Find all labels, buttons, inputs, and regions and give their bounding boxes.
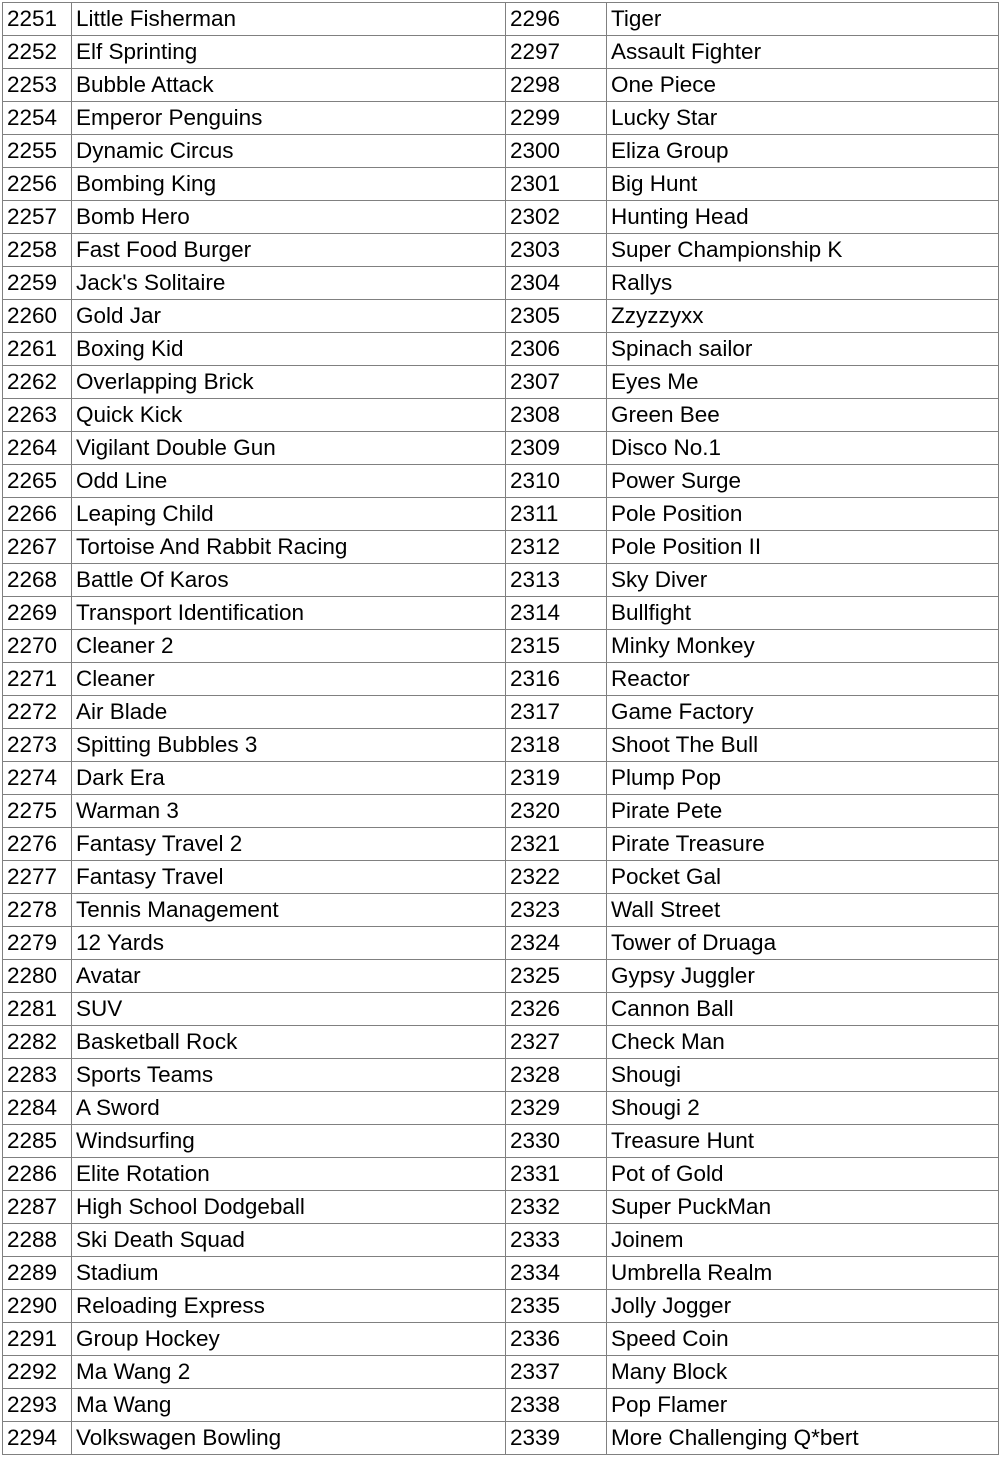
right-game-number: 2303	[506, 234, 607, 267]
left-game-name: Elf Sprinting	[72, 36, 506, 69]
left-game-name: Cleaner 2	[72, 630, 506, 663]
left-game-number: 2259	[3, 267, 72, 300]
left-game-name: SUV	[72, 993, 506, 1026]
right-game-number: 2337	[506, 1356, 607, 1389]
right-game-name: Pot of Gold	[607, 1158, 999, 1191]
table-row	[3, 102, 999, 135]
right-game-number: 2309	[506, 432, 607, 465]
left-game-number: 2283	[3, 1059, 72, 1092]
left-game-number: 2263	[3, 399, 72, 432]
game-list-table	[2, 2, 999, 1455]
left-game-name: Emperor Penguins	[72, 102, 506, 135]
table-row	[3, 234, 999, 267]
right-game-number: 2332	[506, 1191, 607, 1224]
table-row	[3, 432, 999, 465]
table-row	[3, 762, 999, 795]
left-game-number: 2262	[3, 366, 72, 399]
left-game-number: 2266	[3, 498, 72, 531]
right-game-number: 2335	[506, 1290, 607, 1323]
right-game-name: Game Factory	[607, 696, 999, 729]
left-game-name: Tortoise And Rabbit Racing	[72, 531, 506, 564]
right-game-number: 2307	[506, 366, 607, 399]
left-game-number: 2261	[3, 333, 72, 366]
table-row	[3, 861, 999, 894]
right-game-number: 2322	[506, 861, 607, 894]
table-row	[3, 465, 999, 498]
right-game-number: 2315	[506, 630, 607, 663]
left-game-number: 2294	[3, 1422, 72, 1455]
left-game-name: Vigilant Double Gun	[72, 432, 506, 465]
left-game-name: A Sword	[72, 1092, 506, 1125]
left-game-name: Ma Wang	[72, 1389, 506, 1422]
left-game-number: 2276	[3, 828, 72, 861]
table-row	[3, 333, 999, 366]
left-game-number: 2289	[3, 1257, 72, 1290]
right-game-name: Assault Fighter	[607, 36, 999, 69]
table-row	[3, 630, 999, 663]
table-row	[3, 366, 999, 399]
left-game-number: 2252	[3, 36, 72, 69]
left-game-number: 2285	[3, 1125, 72, 1158]
table-row	[3, 597, 999, 630]
right-game-number: 2311	[506, 498, 607, 531]
left-game-name: Battle Of Karos	[72, 564, 506, 597]
game-list-body	[3, 3, 999, 1455]
right-game-number: 2317	[506, 696, 607, 729]
right-game-name: Pole Position II	[607, 531, 999, 564]
table-row	[3, 135, 999, 168]
right-game-name: Pop Flamer	[607, 1389, 999, 1422]
right-game-number: 2302	[506, 201, 607, 234]
right-game-name: Green Bee	[607, 399, 999, 432]
right-game-name: Check Man	[607, 1026, 999, 1059]
right-game-number: 2308	[506, 399, 607, 432]
right-game-name: Minky Monkey	[607, 630, 999, 663]
left-game-name: Windsurfing	[72, 1125, 506, 1158]
left-game-name: High School Dodgeball	[72, 1191, 506, 1224]
right-game-name: Jolly Jogger	[607, 1290, 999, 1323]
left-game-name: Jack's Solitaire	[72, 267, 506, 300]
right-game-name: Super Championship K	[607, 234, 999, 267]
right-game-name: One Piece	[607, 69, 999, 102]
right-game-name: Tower of Druaga	[607, 927, 999, 960]
left-game-number: 2284	[3, 1092, 72, 1125]
left-game-number: 2277	[3, 861, 72, 894]
right-game-name: Plump Pop	[607, 762, 999, 795]
left-game-name: Dynamic Circus	[72, 135, 506, 168]
table-row	[3, 927, 999, 960]
table-row	[3, 1422, 999, 1455]
left-game-name: Tennis Management	[72, 894, 506, 927]
table-row	[3, 168, 999, 201]
right-game-number: 2297	[506, 36, 607, 69]
left-game-number: 2287	[3, 1191, 72, 1224]
left-game-number: 2260	[3, 300, 72, 333]
left-game-number: 2254	[3, 102, 72, 135]
right-game-number: 2321	[506, 828, 607, 861]
right-game-number: 2313	[506, 564, 607, 597]
left-game-number: 2270	[3, 630, 72, 663]
table-row	[3, 267, 999, 300]
left-game-name: Odd Line	[72, 465, 506, 498]
right-game-name: Pirate Pete	[607, 795, 999, 828]
right-game-name: Umbrella Realm	[607, 1257, 999, 1290]
left-game-number: 2274	[3, 762, 72, 795]
table-row	[3, 795, 999, 828]
left-game-name: Cleaner	[72, 663, 506, 696]
right-game-number: 2299	[506, 102, 607, 135]
table-row	[3, 663, 999, 696]
right-game-number: 2319	[506, 762, 607, 795]
left-game-name: Stadium	[72, 1257, 506, 1290]
table-row	[3, 201, 999, 234]
left-game-name: Reloading Express	[72, 1290, 506, 1323]
right-game-number: 2323	[506, 894, 607, 927]
left-game-number: 2282	[3, 1026, 72, 1059]
left-game-name: Air Blade	[72, 696, 506, 729]
right-game-name: Shougi 2	[607, 1092, 999, 1125]
right-game-name: Treasure Hunt	[607, 1125, 999, 1158]
left-game-name: Gold Jar	[72, 300, 506, 333]
left-game-number: 2292	[3, 1356, 72, 1389]
table-row	[3, 1092, 999, 1125]
left-game-name: Bomb Hero	[72, 201, 506, 234]
left-game-number: 2251	[3, 3, 72, 36]
left-game-name: Basketball Rock	[72, 1026, 506, 1059]
right-game-name: Spinach sailor	[607, 333, 999, 366]
left-game-number: 2264	[3, 432, 72, 465]
right-game-name: Lucky Star	[607, 102, 999, 135]
left-game-name: Little Fisherman	[72, 3, 506, 36]
left-game-name: Boxing Kid	[72, 333, 506, 366]
right-game-name: Cannon Ball	[607, 993, 999, 1026]
table-row	[3, 564, 999, 597]
table-row	[3, 36, 999, 69]
left-game-name: Overlapping Brick	[72, 366, 506, 399]
left-game-number: 2288	[3, 1224, 72, 1257]
table-row	[3, 531, 999, 564]
right-game-name: More Challenging Q*bert	[607, 1422, 999, 1455]
table-row	[3, 1125, 999, 1158]
left-game-number: 2255	[3, 135, 72, 168]
left-game-number: 2279	[3, 927, 72, 960]
right-game-name: Pocket Gal	[607, 861, 999, 894]
left-game-number: 2258	[3, 234, 72, 267]
left-game-name: Fantasy Travel 2	[72, 828, 506, 861]
right-game-name: Wall Street	[607, 894, 999, 927]
right-game-number: 2334	[506, 1257, 607, 1290]
left-game-name: Ski Death Squad	[72, 1224, 506, 1257]
right-game-number: 2324	[506, 927, 607, 960]
right-game-number: 2312	[506, 531, 607, 564]
table-row	[3, 1356, 999, 1389]
left-game-name: Sports Teams	[72, 1059, 506, 1092]
right-game-number: 2326	[506, 993, 607, 1026]
left-game-name: Spitting Bubbles 3	[72, 729, 506, 762]
right-game-name: Many Block	[607, 1356, 999, 1389]
right-game-name: Joinem	[607, 1224, 999, 1257]
table-row	[3, 1158, 999, 1191]
right-game-number: 2316	[506, 663, 607, 696]
table-row	[3, 1257, 999, 1290]
right-game-number: 2301	[506, 168, 607, 201]
right-game-name: Shoot The Bull	[607, 729, 999, 762]
right-game-number: 2300	[506, 135, 607, 168]
right-game-number: 2314	[506, 597, 607, 630]
left-game-name: Transport Identification	[72, 597, 506, 630]
right-game-number: 2327	[506, 1026, 607, 1059]
table-row	[3, 498, 999, 531]
left-game-name: Bubble Attack	[72, 69, 506, 102]
right-game-name: Tiger	[607, 3, 999, 36]
right-game-name: Eyes Me	[607, 366, 999, 399]
table-row	[3, 1191, 999, 1224]
left-game-number: 2269	[3, 597, 72, 630]
right-game-name: Pirate Treasure	[607, 828, 999, 861]
right-game-number: 2331	[506, 1158, 607, 1191]
left-game-number: 2267	[3, 531, 72, 564]
left-game-name: Leaping Child	[72, 498, 506, 531]
left-game-number: 2256	[3, 168, 72, 201]
right-game-name: Power Surge	[607, 465, 999, 498]
right-game-name: Shougi	[607, 1059, 999, 1092]
left-game-name: Quick Kick	[72, 399, 506, 432]
table-row	[3, 1224, 999, 1257]
left-game-name: Elite Rotation	[72, 1158, 506, 1191]
table-row	[3, 69, 999, 102]
table-row	[3, 1059, 999, 1092]
left-game-number: 2293	[3, 1389, 72, 1422]
right-game-number: 2318	[506, 729, 607, 762]
right-game-number: 2306	[506, 333, 607, 366]
right-game-name: Reactor	[607, 663, 999, 696]
table-row	[3, 1290, 999, 1323]
right-game-number: 2339	[506, 1422, 607, 1455]
table-row	[3, 1026, 999, 1059]
left-game-name: Group Hockey	[72, 1323, 506, 1356]
left-game-name: 12 Yards	[72, 927, 506, 960]
right-game-name: Sky Diver	[607, 564, 999, 597]
right-game-name: Disco No.1	[607, 432, 999, 465]
right-game-name: Zzyzzyxx	[607, 300, 999, 333]
right-game-number: 2336	[506, 1323, 607, 1356]
table-row	[3, 993, 999, 1026]
right-game-number: 2325	[506, 960, 607, 993]
left-game-number: 2291	[3, 1323, 72, 1356]
table-row	[3, 3, 999, 36]
right-game-number: 2328	[506, 1059, 607, 1092]
table-row	[3, 729, 999, 762]
right-game-number: 2310	[506, 465, 607, 498]
left-game-number: 2265	[3, 465, 72, 498]
right-game-name: Bullfight	[607, 597, 999, 630]
right-game-number: 2333	[506, 1224, 607, 1257]
table-row	[3, 828, 999, 861]
right-game-name: Super PuckMan	[607, 1191, 999, 1224]
left-game-name: Avatar	[72, 960, 506, 993]
table-row	[3, 300, 999, 333]
left-game-number: 2253	[3, 69, 72, 102]
left-game-name: Ma Wang 2	[72, 1356, 506, 1389]
left-game-name: Fast Food Burger	[72, 234, 506, 267]
right-game-number: 2298	[506, 69, 607, 102]
right-game-number: 2330	[506, 1125, 607, 1158]
left-game-number: 2275	[3, 795, 72, 828]
left-game-name: Volkswagen Bowling	[72, 1422, 506, 1455]
right-game-name: Hunting Head	[607, 201, 999, 234]
left-game-number: 2273	[3, 729, 72, 762]
left-game-number: 2271	[3, 663, 72, 696]
left-game-number: 2257	[3, 201, 72, 234]
right-game-number: 2329	[506, 1092, 607, 1125]
left-game-number: 2278	[3, 894, 72, 927]
left-game-name: Dark Era	[72, 762, 506, 795]
left-game-number: 2281	[3, 993, 72, 1026]
table-row	[3, 894, 999, 927]
right-game-name: Big Hunt	[607, 168, 999, 201]
left-game-number: 2290	[3, 1290, 72, 1323]
right-game-number: 2304	[506, 267, 607, 300]
table-row	[3, 696, 999, 729]
right-game-number: 2296	[506, 3, 607, 36]
right-game-number: 2305	[506, 300, 607, 333]
left-game-number: 2280	[3, 960, 72, 993]
right-game-name: Gypsy Juggler	[607, 960, 999, 993]
left-game-name: Fantasy Travel	[72, 861, 506, 894]
right-game-name: Pole Position	[607, 498, 999, 531]
table-row	[3, 1389, 999, 1422]
left-game-name: Bombing King	[72, 168, 506, 201]
right-game-number: 2338	[506, 1389, 607, 1422]
left-game-number: 2272	[3, 696, 72, 729]
left-game-number: 2286	[3, 1158, 72, 1191]
table-row	[3, 960, 999, 993]
left-game-name: Warman 3	[72, 795, 506, 828]
right-game-number: 2320	[506, 795, 607, 828]
table-row	[3, 1323, 999, 1356]
right-game-name: Rallys	[607, 267, 999, 300]
table-row	[3, 399, 999, 432]
right-game-name: Speed Coin	[607, 1323, 999, 1356]
left-game-number: 2268	[3, 564, 72, 597]
right-game-name: Eliza Group	[607, 135, 999, 168]
